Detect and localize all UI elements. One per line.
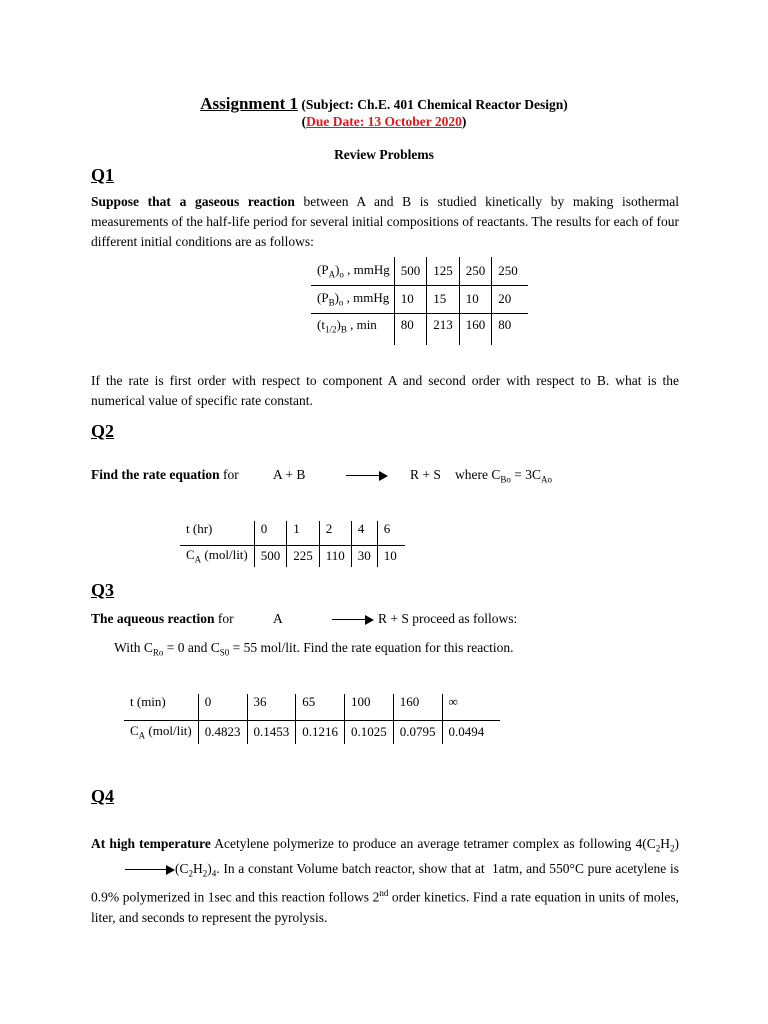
table-cell: 0.0795: [393, 720, 442, 744]
table-cell: 80: [394, 313, 427, 345]
q3-table: [124, 694, 500, 744]
table-cell: 0.4823: [198, 720, 247, 744]
q4-heading: Q4: [91, 786, 115, 806]
table-cell: ∞: [442, 694, 500, 720]
table-row: [124, 694, 500, 720]
q2-lead: Find the rate equation: [91, 467, 220, 482]
table-cell: 10: [377, 545, 405, 567]
q2-reactants: A + B: [273, 467, 306, 482]
table-cell: 250: [492, 257, 528, 285]
table-cell: 1: [287, 521, 320, 545]
table-cell: 36: [247, 694, 296, 720]
q1-heading: Q1: [91, 165, 115, 185]
due-date: Due Date: 13 October 2020: [306, 114, 462, 129]
reaction-arrow-icon: [332, 615, 374, 625]
table-cell: 10: [394, 285, 427, 313]
q3-condition: With $C_{Ro} = 0$ and $C_{S0} = 55$ mol/lit. Find the rate equation for this reaction.: [114, 640, 514, 658]
q2-heading: Q2: [91, 421, 115, 441]
title-subject: (Subject: Ch.E. 401 Chemical Reactor Design): [301, 97, 568, 112]
q1-row-label: $(t_{1/2})_B$ , min: [317, 316, 377, 335]
due-date-line: (Due Date: 13 October 2020): [301, 114, 467, 129]
table-cell: 0: [198, 694, 247, 720]
table-cell: 80: [492, 313, 528, 345]
q2-table: [180, 521, 405, 567]
q3-lead: The aqueous reaction: [91, 611, 215, 626]
q3-reactant: A: [273, 611, 283, 626]
table-cell: 15: [427, 285, 460, 313]
table-cell: 0.0494: [442, 720, 500, 744]
table-row: [311, 257, 528, 285]
table-cell: 110: [319, 545, 351, 567]
table-row: [180, 521, 405, 545]
table-cell: 500: [394, 257, 427, 285]
table-row-label: $C_A$ (mol/lit): [124, 720, 198, 744]
q4-paragraph: At high temperature Acetylene polymerize to produce an average tetramer complex as following $4(C_2H_2)$ $(C_2H_2)_4$. In a constant Volume batch reactor, show that at 1atm, and 550°C pure acetylene is 0.9% polymerized in 1sec and this reaction follows 2nd order kinetics. Find a rate equation in units of moles, liter, and seconds to represent the pyrolysis.: [91, 836, 679, 925]
table-row: [311, 285, 528, 313]
title-main: Assignment 1: [200, 94, 299, 113]
assignment-title: [0, 94, 768, 114]
q3-heading: Q3: [91, 580, 115, 600]
table-cell: 65: [296, 694, 345, 720]
table-cell: 0.1025: [345, 720, 394, 744]
table-cell: 100: [345, 694, 394, 720]
table-row-label: t (min): [130, 694, 166, 709]
table-cell: 20: [492, 285, 528, 313]
table-row-label: t (hr): [186, 521, 213, 536]
q1-row-label: $(P_B)_o$ , mmHg: [311, 285, 394, 313]
table-cell: 500: [254, 545, 287, 567]
q3-equation-line: The aqueous reaction for A R + S proceed as follows:: [91, 611, 518, 626]
table-row: [124, 720, 500, 744]
table-cell: 160: [393, 694, 442, 720]
table-cell: 213: [427, 313, 460, 345]
table-cell: 0: [254, 521, 287, 545]
q1-table: [311, 257, 528, 345]
table-cell: 250: [459, 257, 492, 285]
q1-question: If the rate is first order with respect to component A and second order with respect to B. what is the numerical value of specific rate constant.: [91, 373, 679, 408]
reaction-arrow-icon: [346, 471, 388, 481]
q4-lead: At high temperature: [91, 836, 211, 851]
table-cell: 0.1216: [296, 720, 345, 744]
q2-equation-line: Find the rate equation for A + B R + S where $C_{Bo} = 3C_{Ao}$: [91, 467, 552, 485]
q2-where: where $C_{Bo} = 3C_{Ao}$: [455, 467, 552, 485]
table-row: [180, 545, 405, 567]
q1-intro: Suppose that a gaseous reaction between A and B is studied kinetically by making isothermal measurements of the half-life period for several initial compositions of reactants. The results for each of four different initial conditions are as follows:: [91, 194, 679, 249]
reaction-arrow-icon: [125, 865, 175, 875]
q1-row-label: $(P_A)_o$ , mmHg: [311, 257, 394, 285]
table-cell: 0.1453: [247, 720, 296, 744]
table-cell: 160: [459, 313, 492, 345]
table-cell: 30: [351, 545, 377, 567]
table-row: [311, 313, 528, 345]
q2-products: R + S: [410, 467, 441, 482]
table-cell: 4: [351, 521, 377, 545]
table-cell: 6: [377, 521, 405, 545]
table-row-label: $C_A$ (mol/lit): [180, 545, 254, 567]
review-heading: Review Problems: [334, 147, 434, 162]
table-cell: 2: [319, 521, 351, 545]
table-cell: 225: [287, 545, 320, 567]
q3-products: R + S proceed as follows:: [378, 611, 518, 626]
table-cell: 125: [427, 257, 460, 285]
table-cell: 10: [459, 285, 492, 313]
